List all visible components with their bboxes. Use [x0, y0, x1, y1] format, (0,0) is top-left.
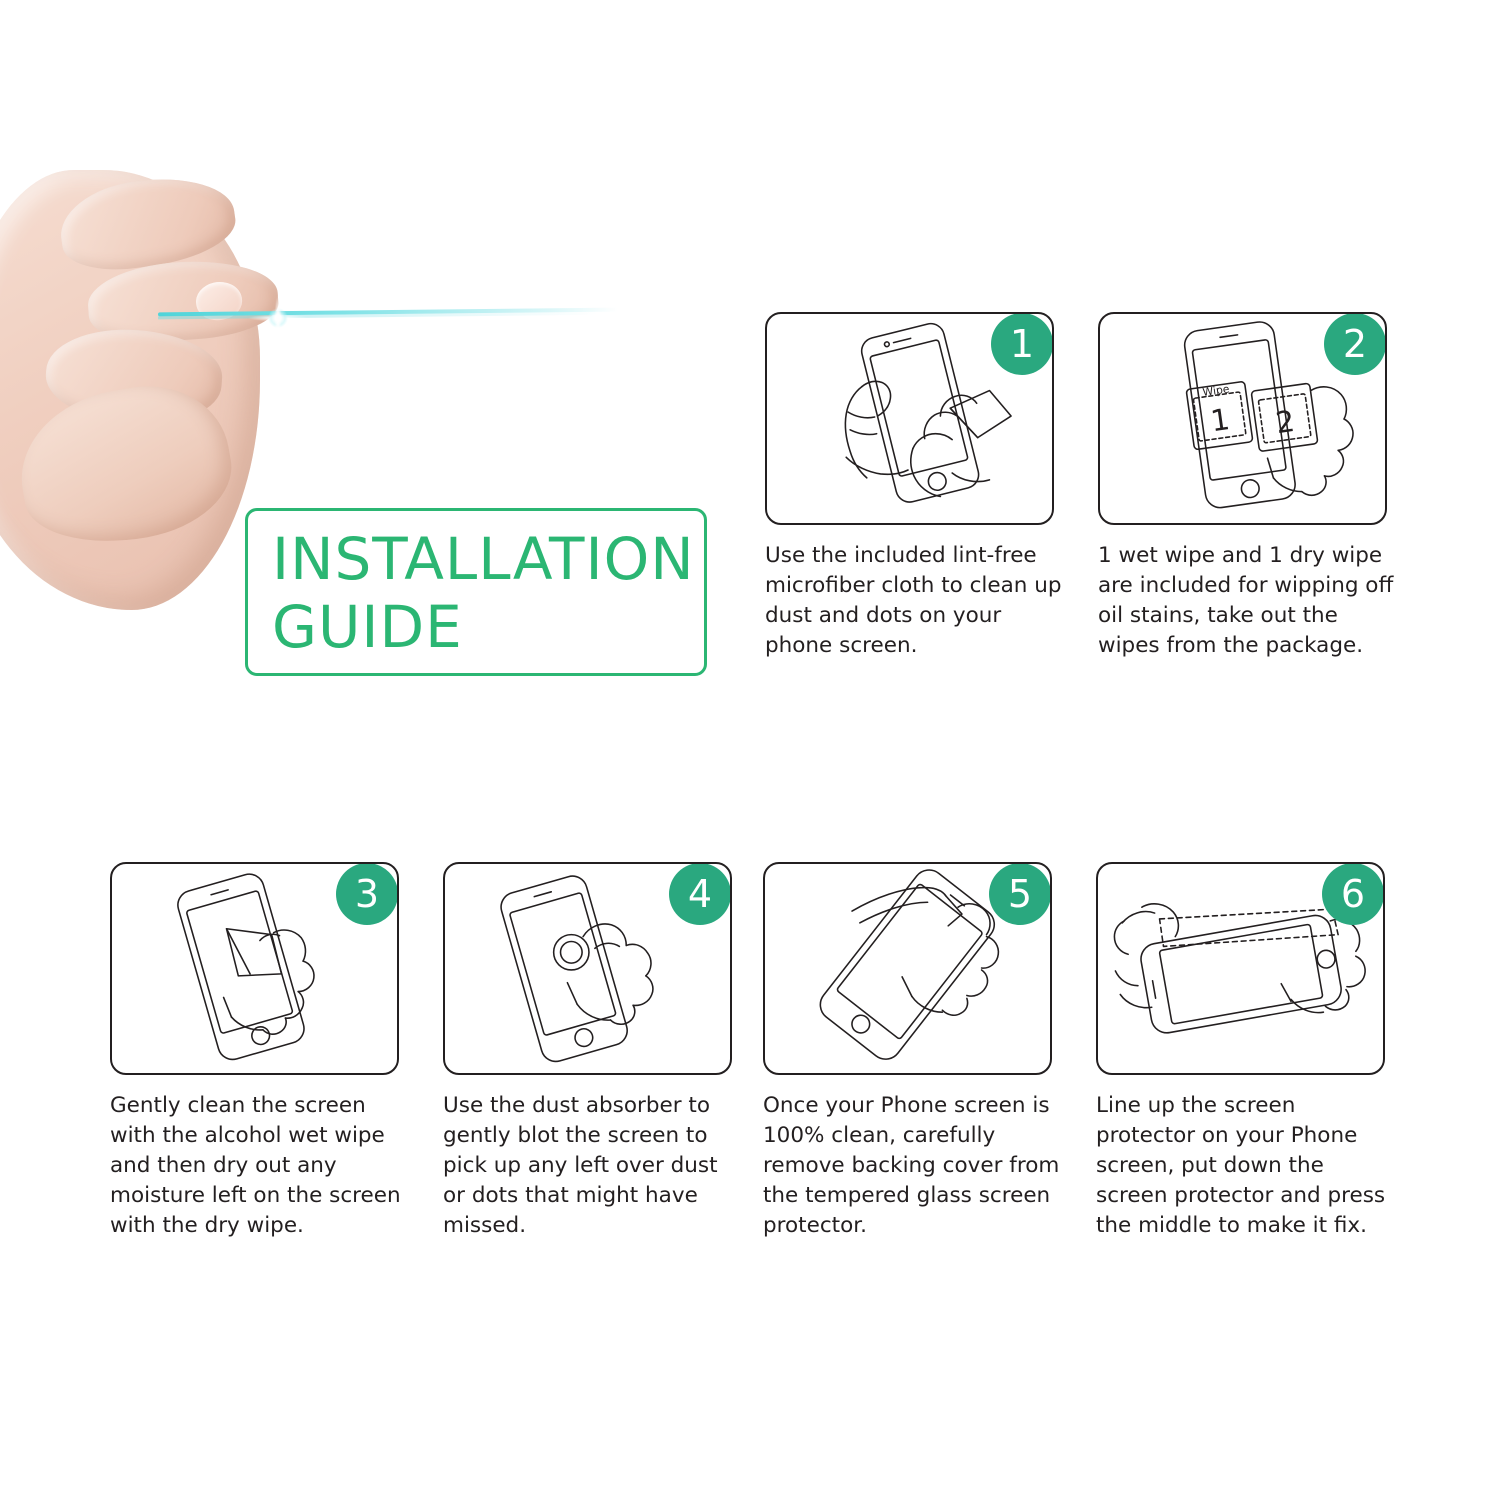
step-1-illustration-panel [765, 312, 1054, 525]
page-title [245, 508, 707, 676]
svg-text:1: 1 [1208, 402, 1232, 439]
step-5-illustration-panel [763, 862, 1052, 1075]
step-card-2 [1098, 312, 1394, 661]
step-card-4 [443, 862, 732, 1241]
page-title-line-2: GUIDE [272, 593, 463, 661]
step-card-3 [110, 862, 399, 1241]
step-6-number-badge: 6 [1322, 863, 1384, 925]
step-1-number-badge: 1 [991, 313, 1053, 375]
step-4-number-badge: 4 [669, 863, 731, 925]
step-card-5 [763, 862, 1060, 1241]
page-title-line-1: INSTALLATION [272, 525, 695, 593]
step-3-illustration-panel [110, 862, 399, 1075]
svg-text:2: 2 [1273, 403, 1297, 441]
step-3-caption: Gently clean the screen with the alcohol wet wipe and then dry out any moisture left on the screen with the dry wipe. [110, 1093, 401, 1238]
step-5-number-badge: 5 [989, 863, 1051, 925]
step-3-number-badge: 3 [336, 863, 398, 925]
step-4-caption: Use the dust absorber to gently blot the screen to pick up any left over dust or dots that might have missed. [443, 1093, 718, 1238]
sparkle-core [268, 308, 288, 328]
step-6-illustration-panel [1096, 862, 1385, 1075]
sparkle-icon [248, 288, 308, 348]
step-2-illustration-panel [1098, 312, 1387, 525]
step-4-illustration-panel [443, 862, 732, 1075]
step-1-caption: Use the included lint-free microfiber cloth to clean up dust and dots on your phone screen. [765, 543, 1062, 658]
step-2-number-badge: 2 [1324, 313, 1386, 375]
svg-text:Wipe: Wipe [1201, 382, 1231, 400]
step-2-caption: 1 wet wipe and 1 dry wipe are included for wipping off oil stains, take out the wipes from the package. [1098, 543, 1394, 658]
step-6-caption: Line up the screen protector on your Phone screen, put down the screen protector and press the middle to make it fix. [1096, 1093, 1386, 1238]
step-card-6 [1096, 862, 1385, 1241]
step-5-caption: Once your Phone screen is 100% clean, carefully remove backing cover from the tempered glass screen protector. [763, 1093, 1060, 1238]
step-card-1 [765, 312, 1062, 661]
